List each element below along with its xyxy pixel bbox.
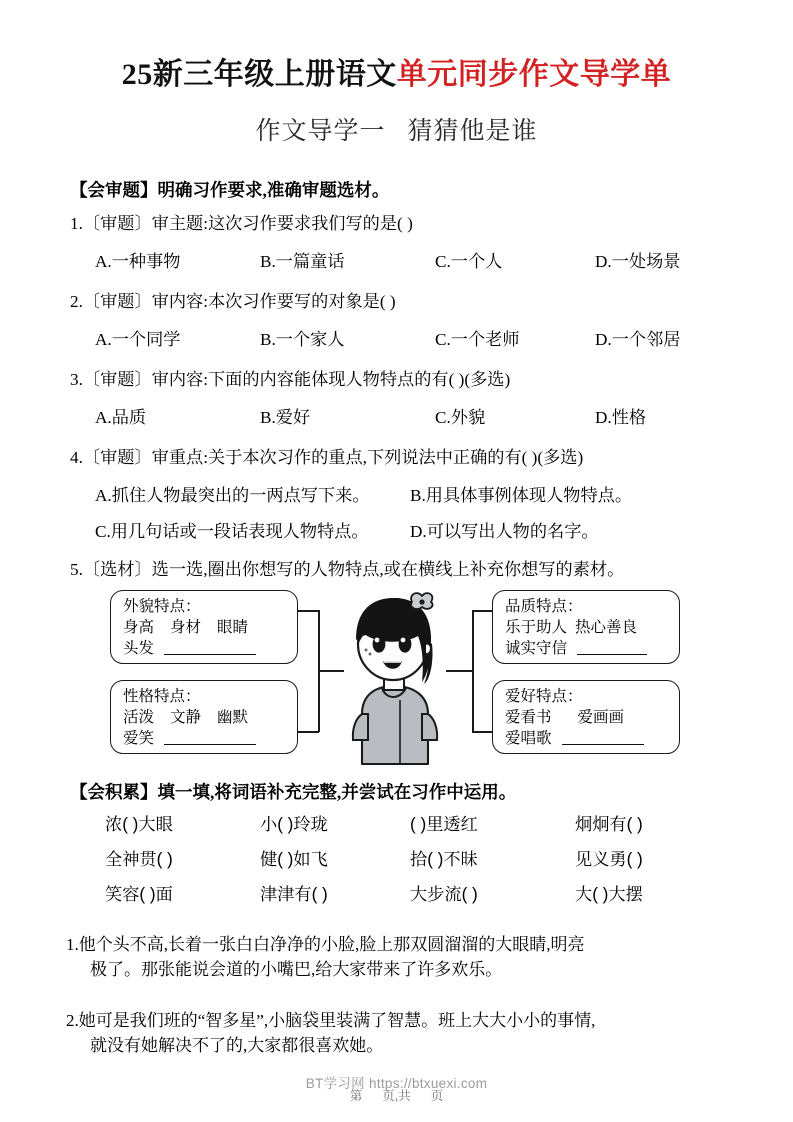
character-box-line1 [123,707,287,728]
left-bracket-arm-top [298,610,319,612]
example-2-line-1: 2.她可是我们班的“智多星”,小脑袋里装满了智慧。班上大大小小的事情, [66,1011,596,1030]
quality-box-line2 [505,638,669,659]
idiom-1-2[interactable]: 小( )玲珑 [260,814,328,834]
option-1c[interactable]: C.一个人 [435,252,503,271]
example-sentence-1 [66,932,756,982]
example-1-line-2: 极了。那张能说会道的小嘴巴,给大家带来了许多欢乐。 [90,960,503,979]
option-2b[interactable]: B.一个家人 [260,330,345,349]
character-item-1[interactable]: 活泼 [123,709,155,726]
hobby-write-in-blank[interactable] [562,730,644,745]
hobby-box-line1 [505,707,669,728]
character-item-3[interactable]: 幽默 [217,709,249,726]
appearance-box-line1 [123,617,287,638]
idiom-3-3[interactable]: 大步流( ) [410,884,478,904]
appearance-feature-box[interactable] [110,590,298,664]
option-2a[interactable]: A.一个同学 [95,330,181,349]
subtitle-right: 猜猜他是谁 [407,117,538,145]
page-footer [0,1086,793,1104]
question-2-stem: 2.〔审题〕审内容:本次习作要写的对象是( ) [70,292,396,311]
character-item-4[interactable]: 爱笑 [123,730,155,747]
idiom-3-2[interactable]: 津津有( ) [260,884,328,904]
idiom-2-2[interactable]: 健( )如飞 [260,849,328,869]
idiom-2-3[interactable]: 拾( )不昧 [410,849,478,869]
hobby-box-header: 爱好特点： [505,688,583,705]
option-1b[interactable]: B.一篇童话 [260,252,345,271]
option-4b[interactable]: B.用具体事例体现人物特点。 [410,486,633,505]
appearance-write-in-blank[interactable] [164,640,256,655]
footer-part-3: 页 [430,1089,444,1103]
question-4-stem: 4.〔审题〕审重点:关于本次习作的重点,下列说法中正确的有( )(多选) [70,448,584,467]
hobby-item-2[interactable]: 爱画画 [577,709,625,726]
title-black-part: 25新三年级上册语文 [121,58,397,91]
option-2c[interactable]: C.一个老师 [435,330,520,349]
quality-item-3[interactable]: 诚实守信 [505,640,568,657]
hobby-feature-box[interactable] [492,680,680,754]
option-1a[interactable]: A.一种事物 [95,252,181,271]
option-3b[interactable]: B.爱好 [260,408,311,427]
option-4a[interactable]: A.抓住人物最突出的一两点写下来。 [95,486,370,505]
footer-part-1: 第 [349,1089,363,1103]
title-red-part: 单元同步作文导学单 [396,58,672,91]
character-box-header: 性格特点： [123,688,201,705]
site-watermark: BT学习网 https://btxuexi.com [305,1076,488,1091]
footer-part-2: 页,共 [382,1089,411,1103]
subtitle-left: 作文导学一 [255,117,386,145]
right-bracket-stem [446,670,473,672]
quality-box-line1 [505,617,669,638]
hobby-item-1[interactable]: 爱看书 [505,709,552,726]
idiom-2-1[interactable]: 全神贯( ) [105,849,173,869]
appearance-item-1[interactable]: 身高 [123,619,155,636]
option-3c[interactable]: C.外貌 [435,408,486,427]
example-2-line-2: 就没有她解决不了的,大家都很喜欢她。 [90,1036,384,1055]
appearance-box-header: 外貌特点： [123,598,201,615]
hobby-box-line2 [505,728,669,749]
question-3-stem: 3.〔审题〕审内容:下面的内容能体现人物特点的有( )(多选) [70,370,511,389]
idiom-1-1[interactable]: 浓( )大眼 [105,814,173,834]
feature-selection-area [0,588,793,778]
page-subtitle [0,114,793,148]
hobby-item-3[interactable]: 爱唱歌 [505,730,552,747]
appearance-item-2[interactable]: 身材 [170,619,202,636]
option-3d[interactable]: D.性格 [595,408,647,427]
question-1-stem: 1.〔审题〕审主题:这次习作要求我们写的是( ) [70,214,413,233]
right-bracket-arm-top [472,610,493,612]
section-heading-shenti: 【会审题】明确习作要求,准确审题选材。 [70,180,390,200]
quality-write-in-blank[interactable] [577,640,647,655]
idiom-1-4[interactable]: 炯炯有( ) [575,814,643,834]
idiom-3-4[interactable]: 大( )大摆 [575,884,643,904]
idiom-1-3[interactable]: ( )里透红 [410,814,478,834]
appearance-box-line2 [123,638,287,659]
appearance-item-4[interactable]: 头发 [123,640,155,657]
left-bracket-arm-bottom [298,731,319,733]
character-write-in-blank[interactable] [164,730,256,745]
character-item-2[interactable]: 文静 [170,709,202,726]
quality-item-2[interactable]: 热心善良 [575,619,638,636]
page-title [0,55,793,95]
appearance-item-3[interactable]: 眼睛 [217,619,249,636]
character-box-line2 [123,728,287,749]
idiom-2-4[interactable]: 见义勇( ) [575,849,643,869]
quality-box-header: 品质特点： [505,598,583,615]
quality-item-1[interactable]: 乐于助人 [505,619,568,636]
example-1-line-1: 1.他个头不高,长着一张白白净净的小脸,脸上那双圆溜溜的大眼睛,明亮 [66,935,585,954]
option-4d[interactable]: D.可以写出人物的名字。 [410,522,599,541]
option-2d[interactable]: D.一个邻居 [595,330,681,349]
idiom-3-1[interactable]: 笑容( )面 [105,884,173,904]
option-4c[interactable]: C.用几句话或一段话表现人物特点。 [95,522,369,541]
option-3a[interactable]: A.品质 [95,408,147,427]
girl-character-illustration [338,588,450,768]
option-1d[interactable]: D.一处场景 [595,252,681,271]
section-heading-jilei: 【会积累】填一填,将词语补充完整,并尝试在习作中运用。 [70,782,517,802]
question-5-stem: 5.〔选材〕选一选,圈出你想写的人物特点,或在横线上补充你想写的素材。 [70,560,625,579]
character-feature-box[interactable] [110,680,298,754]
quality-feature-box[interactable] [492,590,680,664]
right-bracket-arm-bottom [472,731,493,733]
example-sentence-2 [66,1008,756,1058]
